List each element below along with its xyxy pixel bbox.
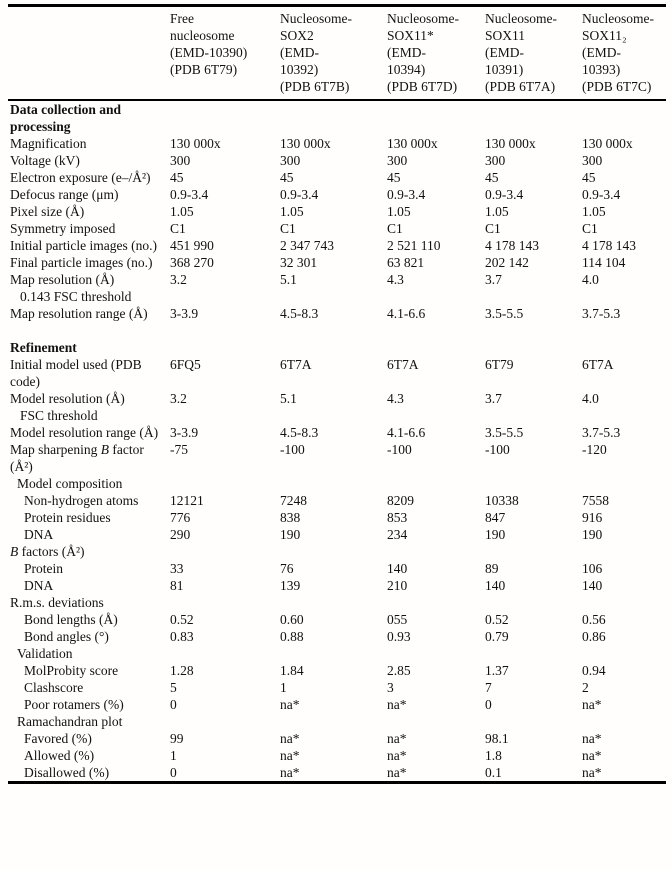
cell-value: 45	[280, 170, 294, 185]
cell-value: na*	[582, 731, 602, 746]
cell-value	[580, 100, 666, 135]
cell-value: 4 178 143	[582, 238, 636, 253]
cell-value: 0.83	[170, 629, 194, 644]
cryoem-stats-table	[8, 4, 666, 784]
row-label: Electron exposure (e–/Å²)	[10, 170, 151, 185]
cell-value: 1.84	[280, 663, 304, 678]
row-label: Protein	[24, 561, 63, 576]
table-row	[8, 475, 666, 492]
cell-value: 5.1	[280, 272, 297, 287]
cell-value: C1	[485, 221, 501, 236]
section-label: Data collection and processing	[10, 102, 121, 134]
cell-value: 106	[582, 561, 603, 576]
cell-value: 1.37	[485, 663, 509, 678]
cell-value	[278, 713, 385, 730]
cell-value: 0	[170, 765, 177, 780]
table-row	[8, 594, 666, 611]
cell-value: 6FQ5	[170, 357, 201, 372]
cell-value: 10338	[485, 493, 519, 508]
cell-value	[385, 594, 483, 611]
cell-value: 6T7A	[582, 357, 614, 372]
cell-value: 99	[170, 731, 184, 746]
cell-value: 3.2	[170, 391, 187, 406]
cell-value: 055	[387, 612, 408, 627]
cell-value: 81	[170, 578, 184, 593]
cell-value: 2 347 743	[280, 238, 334, 253]
cell-value: 32 301	[280, 255, 318, 270]
cell-value	[385, 645, 483, 662]
cell-value	[278, 543, 385, 560]
cell-value: C1	[170, 221, 186, 236]
cell-value	[385, 100, 483, 135]
cell-value	[580, 594, 666, 611]
cell-value: 300	[280, 153, 301, 168]
row-label: Protein residues	[24, 510, 111, 525]
table-row	[8, 424, 666, 441]
cell-value: 12121	[170, 493, 204, 508]
row-sublabel: FSC threshold	[20, 408, 98, 423]
row-label: Map resolution range (Å)	[10, 306, 148, 321]
row-label: Final particle images (no.)	[10, 255, 153, 270]
column-header: Nucleosome- SOX11₂ (EMD- 10393) (PDB 6T7C)	[580, 6, 666, 101]
column-header: Nucleosome- SOX11* (EMD- 10394) (PDB 6T7D)	[385, 6, 483, 101]
cell-value: 3-3.9	[170, 425, 199, 440]
cell-value: 3.7	[485, 272, 502, 287]
cell-value	[168, 475, 278, 492]
table-row	[8, 747, 666, 764]
table-row	[8, 560, 666, 577]
table-row	[8, 679, 666, 696]
table-row	[8, 135, 666, 152]
cell-value: C1	[582, 221, 598, 236]
cell-value: 3.7-5.3	[582, 425, 621, 440]
table-row	[8, 764, 666, 783]
cell-value	[580, 339, 666, 356]
cell-value	[168, 543, 278, 560]
row-label: DNA	[24, 527, 54, 542]
cell-value: 140	[387, 561, 408, 576]
cell-value: 0.9-3.4	[170, 187, 209, 202]
row-label: Allowed (%)	[24, 748, 95, 763]
cell-value: 1.28	[170, 663, 194, 678]
cell-value: 45	[485, 170, 499, 185]
cell-value	[580, 543, 666, 560]
cell-value: 63 821	[387, 255, 425, 270]
cell-value: na*	[582, 765, 602, 780]
cell-value: 6T7A	[280, 357, 312, 372]
row-label: Clashscore	[24, 680, 84, 695]
row-label: Voltage (kV)	[10, 153, 80, 168]
cell-value: 33	[170, 561, 184, 576]
table-row	[8, 492, 666, 509]
table-row	[8, 696, 666, 713]
cell-value: 0.94	[582, 663, 606, 678]
cell-value: 0.56	[582, 612, 606, 627]
cell-value: 3.7-5.3	[582, 306, 621, 321]
table-row	[8, 186, 666, 203]
cell-value: 300	[170, 153, 191, 168]
cell-value: 1.8	[485, 748, 502, 763]
cell-value	[580, 645, 666, 662]
cell-value: 1.05	[280, 204, 304, 219]
cell-value: 0.52	[485, 612, 509, 627]
cell-value: 5.1	[280, 391, 297, 406]
cell-value: 4.5-8.3	[280, 306, 319, 321]
cell-value: 3	[387, 680, 394, 695]
table-row	[8, 254, 666, 271]
cell-value: 190	[280, 527, 301, 542]
cell-value: 190	[582, 527, 603, 542]
cell-value: 0.9-3.4	[387, 187, 426, 202]
cell-value: na*	[280, 748, 300, 763]
cell-value: 4.0	[582, 391, 599, 406]
row-label: Poor rotamers (%)	[24, 697, 124, 712]
row-label: DNA	[24, 578, 54, 593]
cell-value: -100	[387, 442, 412, 457]
cell-value	[483, 645, 580, 662]
cell-value: 0	[485, 697, 492, 712]
table-row	[8, 509, 666, 526]
cell-value: 0.9-3.4	[280, 187, 319, 202]
cell-value: 7	[485, 680, 492, 695]
cell-value: 2.85	[387, 663, 411, 678]
table-row	[8, 152, 666, 169]
row-label: Disallowed (%)	[24, 765, 110, 780]
cell-value: 130 000x	[582, 136, 633, 151]
cell-value: 0.9-3.4	[582, 187, 621, 202]
cell-value: 7248	[280, 493, 307, 508]
table-row	[8, 730, 666, 747]
cell-value	[483, 339, 580, 356]
cell-value	[278, 475, 385, 492]
cell-value	[483, 100, 580, 135]
column-header: Nucleosome- SOX2 (EMD- 10392) (PDB 6T7B)	[278, 6, 385, 101]
cell-value: 1	[170, 748, 177, 763]
row-label: Initial model used (PDB code)	[10, 357, 142, 389]
cell-value: 0.1	[485, 765, 502, 780]
cell-value: 130 000x	[485, 136, 536, 151]
row-label: Non-hydrogen atoms	[24, 493, 139, 508]
cell-value	[483, 475, 580, 492]
row-label: Model resolution range (Å)	[10, 425, 159, 440]
cell-value	[168, 339, 278, 356]
cell-value: na*	[280, 731, 300, 746]
cell-value	[385, 339, 483, 356]
table-row	[8, 713, 666, 730]
cell-value: 0.79	[485, 629, 509, 644]
cell-value: 45	[582, 170, 596, 185]
cell-value	[385, 543, 483, 560]
cell-value: 368 270	[170, 255, 214, 270]
cell-value: 76	[280, 561, 294, 576]
row-label: MolProbity score	[24, 663, 119, 678]
cell-value: na*	[280, 765, 300, 780]
cell-value: 916	[582, 510, 603, 525]
table-row	[8, 628, 666, 645]
cell-value	[483, 543, 580, 560]
cell-value: na*	[582, 748, 602, 763]
cell-value: 1.05	[170, 204, 194, 219]
cell-value: 3.5-5.5	[485, 425, 524, 440]
cell-value: 202 142	[485, 255, 529, 270]
cell-value: 0.93	[387, 629, 411, 644]
table-row	[8, 645, 666, 662]
table-row	[8, 271, 666, 305]
table-row	[8, 526, 666, 543]
cell-value: 4.3	[387, 391, 404, 406]
table-row	[8, 169, 666, 186]
cell-value: -100	[280, 442, 305, 457]
cell-value: -100	[485, 442, 510, 457]
row-label: Map resolution (Å) 0.143 FSC threshold	[8, 271, 168, 305]
cell-value	[278, 594, 385, 611]
table-row	[8, 441, 666, 475]
cell-value: 0.86	[582, 629, 606, 644]
cell-value: 2	[582, 680, 589, 695]
cell-value: -75	[170, 442, 188, 457]
cell-value: 1.05	[582, 204, 606, 219]
cell-value: 0.52	[170, 612, 194, 627]
cell-value: 1.05	[485, 204, 509, 219]
row-label: Defocus range (μm)	[10, 187, 119, 202]
row-sublabel: 0.143 FSC threshold	[20, 289, 132, 304]
cell-value: 3.2	[170, 272, 187, 287]
row-label: Pixel size (Å)	[10, 204, 85, 219]
cell-value: 45	[170, 170, 184, 185]
cell-value: 139	[280, 578, 301, 593]
cell-value: C1	[387, 221, 403, 236]
row-label: Initial particle images (no.)	[10, 238, 157, 253]
cell-value: 234	[387, 527, 408, 542]
row-label: Ramachandran plot	[17, 714, 123, 729]
cell-value	[278, 645, 385, 662]
cell-value: 45	[387, 170, 401, 185]
row-label: Map sharpening B factor (Å²)	[10, 442, 144, 474]
cell-value: 130 000x	[387, 136, 438, 151]
table-row	[8, 305, 666, 322]
row-label: Validation	[17, 646, 73, 661]
cell-value: 4.0	[582, 272, 599, 287]
cell-value: 98.1	[485, 731, 509, 746]
cell-value: 290	[170, 527, 191, 542]
table-row	[8, 356, 666, 390]
cell-value: 300	[582, 153, 603, 168]
table-row	[8, 662, 666, 679]
cell-value: 6T79	[485, 357, 514, 372]
cell-value: C1	[280, 221, 296, 236]
cell-value: 853	[387, 510, 408, 525]
cell-value: 4.1-6.6	[387, 306, 426, 321]
corner-cell	[8, 6, 168, 101]
cell-value: 0.9-3.4	[485, 187, 524, 202]
cell-value: 4 178 143	[485, 238, 539, 253]
row-label: Model resolution (Å) FSC threshold	[8, 390, 168, 424]
cell-value	[483, 594, 580, 611]
cell-value: 451 990	[170, 238, 214, 253]
section-row	[8, 100, 666, 135]
cell-value	[385, 713, 483, 730]
cell-value: -120	[582, 442, 607, 457]
cell-value: 838	[280, 510, 301, 525]
cell-value	[483, 713, 580, 730]
column-header: Nucleosome- SOX11 (EMD- 10391) (PDB 6T7A)	[483, 6, 580, 101]
cell-value: 1.05	[387, 204, 411, 219]
cell-value: 190	[485, 527, 506, 542]
cell-value: na*	[582, 697, 602, 712]
cell-value: 4.5-8.3	[280, 425, 319, 440]
cell-value: 210	[387, 578, 408, 593]
row-label: Bond angles (°)	[24, 629, 109, 644]
cell-value: 1	[280, 680, 287, 695]
table-row	[8, 611, 666, 628]
column-header: Free nucleosome (EMD-10390) (PDB 6T79)	[168, 6, 278, 101]
row-label: Model composition	[17, 476, 123, 491]
cell-value	[580, 713, 666, 730]
cell-value: 114 104	[582, 255, 626, 270]
row-label: Symmetry imposed	[10, 221, 116, 236]
table-body	[8, 100, 666, 783]
cell-value: 847	[485, 510, 506, 525]
cell-value: 0.88	[280, 629, 304, 644]
cell-value	[168, 100, 278, 135]
cell-value: 89	[485, 561, 499, 576]
row-label: Bond lengths (Å)	[24, 612, 118, 627]
table-row	[8, 543, 666, 560]
cell-value	[168, 713, 278, 730]
cell-value: na*	[280, 697, 300, 712]
row-label: B factors (Å²)	[10, 544, 85, 559]
cell-value	[168, 645, 278, 662]
section-row	[8, 339, 666, 356]
cell-value: 140	[485, 578, 506, 593]
cell-value: 300	[387, 153, 408, 168]
table-row	[8, 220, 666, 237]
cell-value: na*	[387, 731, 407, 746]
cell-value: 140	[582, 578, 603, 593]
cell-value: 4.3	[387, 272, 404, 287]
cell-value: 8209	[387, 493, 414, 508]
cell-value: na*	[387, 697, 407, 712]
cell-value: 3-3.9	[170, 306, 199, 321]
cell-value: 7558	[582, 493, 609, 508]
table-row	[8, 237, 666, 254]
row-label: R.m.s. deviations	[10, 595, 104, 610]
table-row	[8, 577, 666, 594]
cell-value: 776	[170, 510, 191, 525]
section-label: Refinement	[10, 340, 77, 355]
cell-value	[385, 475, 483, 492]
cell-value	[278, 100, 385, 135]
cell-value: 6T7A	[387, 357, 419, 372]
cell-value: 130 000x	[280, 136, 331, 151]
cell-value: 5	[170, 680, 177, 695]
cell-value: 300	[485, 153, 506, 168]
spacer-row	[8, 322, 666, 339]
cell-value	[278, 339, 385, 356]
table-row	[8, 203, 666, 220]
spacer-cell	[8, 322, 666, 339]
cell-value	[168, 594, 278, 611]
cell-value: 4.1-6.6	[387, 425, 426, 440]
cell-value: 0.60	[280, 612, 304, 627]
cell-value: 130 000x	[170, 136, 221, 151]
cell-value: 3.5-5.5	[485, 306, 524, 321]
cell-value	[580, 475, 666, 492]
row-label: Magnification	[10, 136, 87, 151]
cell-value: 2 521 110	[387, 238, 441, 253]
header-row	[8, 6, 666, 101]
cell-value: 3.7	[485, 391, 502, 406]
cell-value: na*	[387, 765, 407, 780]
cell-value: na*	[387, 748, 407, 763]
table-row	[8, 390, 666, 424]
row-label: Favored (%)	[24, 731, 92, 746]
cell-value: 0	[170, 697, 177, 712]
